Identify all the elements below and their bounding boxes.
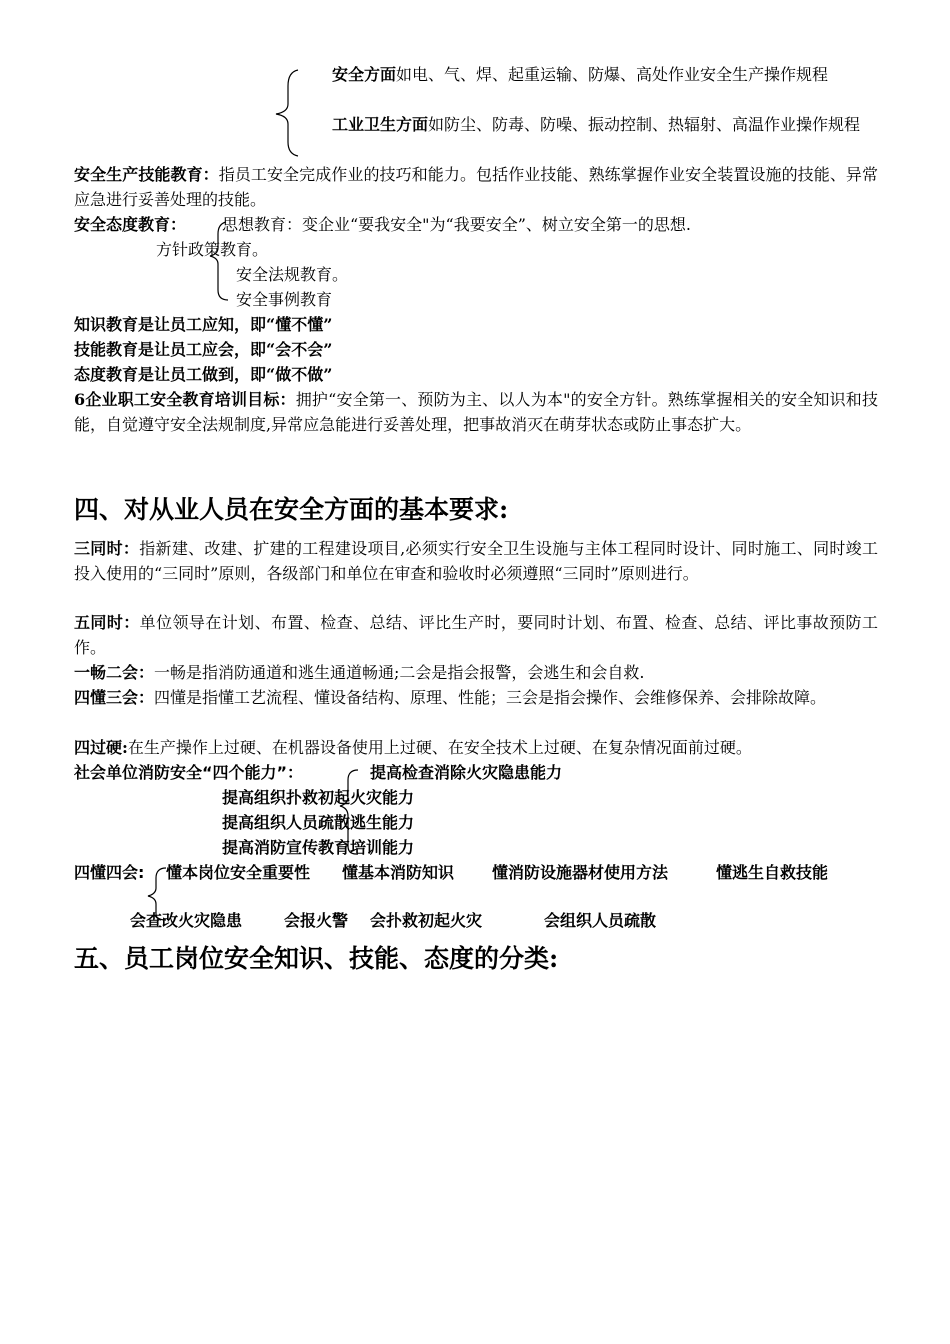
yi-chang-er-hui: 一畅二会：一畅是指消防通道和逃生通道畅通;二会是指会报警，会逃生和会自救. [74, 663, 645, 682]
summary-line: 态度教育是让员工做到，即“做不做” [74, 365, 333, 384]
si-guo-ying: 四过硬:在生产操作上过硬、在机器设备使用上过硬、在安全技术上过硬、在复杂情况面前过硬。 [74, 738, 752, 757]
si-hui-item: 会查改火灾隐患 [130, 911, 243, 930]
attitude-education-label: 安全态度教育： [74, 215, 187, 234]
wu-tong-shi: 五同时：单位领导在计划、布置、检查、总结、评比生产时，要同时计划、布置、检查、总结、评比事故预防工作。 [74, 613, 878, 657]
attitude-item: 安全事例教育 [236, 290, 333, 309]
safety-aspect [332, 62, 878, 87]
si-hui-item: 会报火警 [284, 911, 349, 930]
si-hui-item: 会组织人员疏散 [544, 911, 657, 930]
attitude-item: 方针政策教育。 [156, 240, 269, 259]
summary-line: 技能教育是让员工应会，即“会不会” [74, 340, 333, 359]
four-abilities-label: 社会单位消防安全“四个能力”： [74, 763, 304, 782]
training-goal-label: 6企业职工安全教育培训目标： [74, 390, 296, 409]
hygiene-aspect-text: 如防尘、防毒、防噪、振动控制、热辐射、高温作业操作规程 [428, 115, 861, 134]
si-dong-item: 懂逃生自救技能 [716, 863, 829, 882]
san-tong-shi: 三同时：指新建、改建、扩建的工程建设项目,必须实行安全卫生设施与主体工程同时设计、同时施工、同时竣工投入使用的“三同时”原则，各级部门和单位在审查和验收时必须遵照“三同时”原则进行。 [74, 539, 878, 583]
skill-education-label: 安全生产技能教育： [74, 165, 219, 184]
skill-education [74, 162, 878, 212]
section-5-heading: 五、员工岗位安全知识、技能、态度的分类: [74, 944, 559, 973]
skill-education-text: 指员工安全完成作业的技巧和能力。包括作业技能、熟练掌握作业安全装置设施的技能、异常应急进行妥善处理的技能。 [74, 165, 878, 209]
hygiene-aspect [332, 112, 878, 137]
si-hui-item: 会扑救初起火灾 [370, 911, 483, 930]
brace-top [270, 68, 300, 158]
training-goal-text: 拥护“安全第一、预防为主、以人为本"的安全方针。熟练掌握相关的安全知识和技能，自觉遵守安全法规制度,异常应急能进行妥善处理，把事故消灭在萌芽状态或防止事态扩大。 [74, 390, 878, 434]
attitude-item: 安全法规教育。 [236, 265, 349, 284]
si-dong-item: 懂基本消防知识 [342, 863, 455, 882]
section-4-heading: 四、对从业人员在安全方面的基本要求: [74, 495, 509, 524]
summary-line: 知识教育是让员工应知，即“懂不懂” [74, 315, 333, 334]
si-dong-san-hui: 四懂三会：四懂是指懂工艺流程、懂设备结构、原理、性能；三会是指会操作、会维修保养、会排除故障。 [74, 688, 827, 707]
training-goal [74, 387, 878, 437]
safety-aspect-label: 安全方面 [332, 65, 397, 84]
safety-aspect-text: 如电、气、焊、起重运输、防爆、高处作业安全生产操作规程 [396, 65, 829, 84]
ability-item: 提高组织人员疏散逃生能力 [222, 813, 415, 832]
si-dong-item: 懂本岗位安全重要性 [166, 863, 311, 882]
ability-item: 提高检查消除火灾隐患能力 [370, 763, 563, 782]
si-dong-item: 懂消防设施器材使用方法 [492, 863, 669, 882]
si-dong-si-hui-label: 四懂四会: [74, 863, 145, 882]
ability-item: 提高组织扑救初起火灾能力 [222, 788, 415, 807]
hygiene-aspect-label: 工业卫生方面 [332, 115, 429, 134]
attitude-item: 思想教育：变企业“要我安全"为“我要安全”、树立安全第一的思想. [222, 215, 691, 234]
ability-item: 提高消防宣传教育培训能力 [222, 838, 415, 857]
